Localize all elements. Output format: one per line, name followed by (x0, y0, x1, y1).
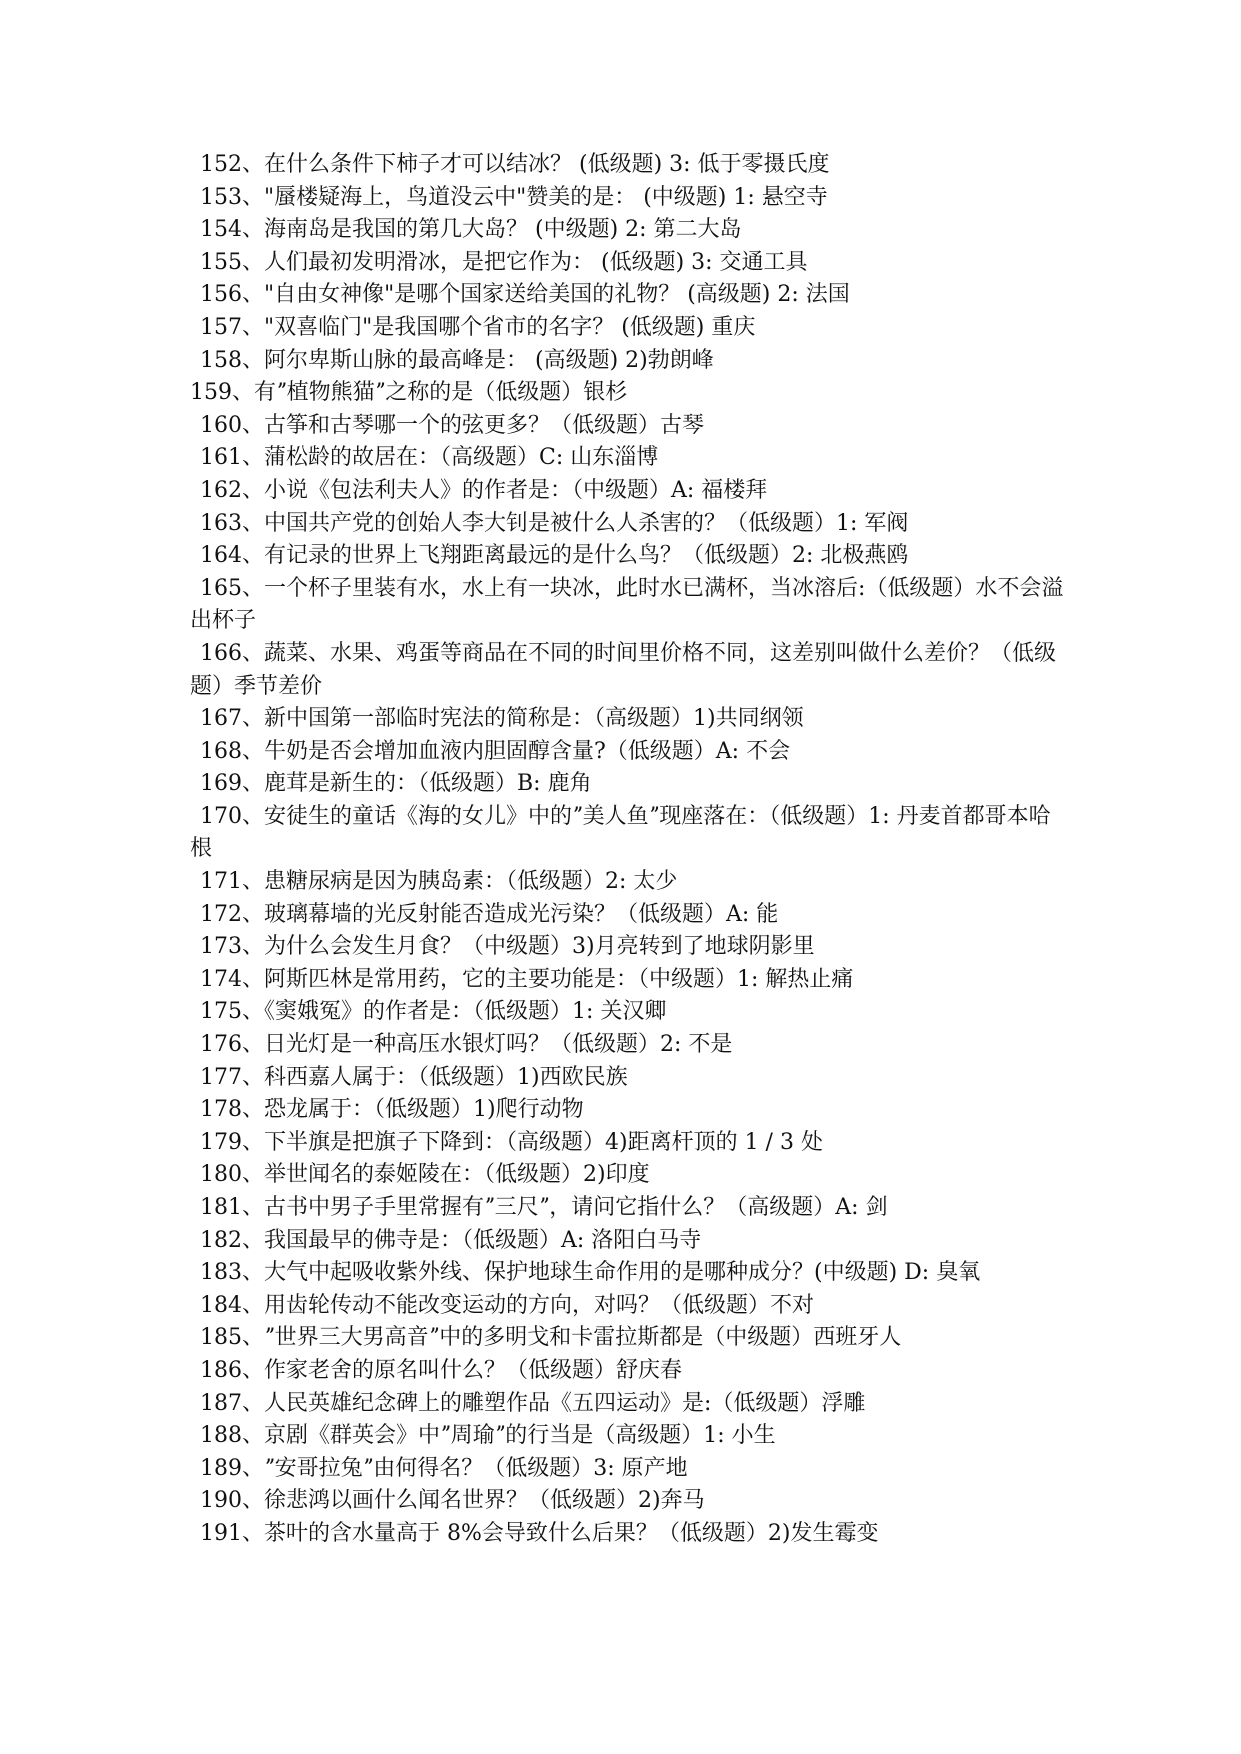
question-item: 172、玻璃幕墙的光反射能否造成光污染？（低级题）A: 能 (200, 901, 779, 927)
question-item: 155、人们最初发明滑冰，是把它作为： (低级题) 3: 交通工具 (200, 249, 808, 275)
question-item: 174、阿斯匹林是常用药，它的主要功能是：（中级题）1: 解热止痛 (200, 966, 854, 992)
question-item: 153、"蜃楼疑海上，鸟道没云中"赞美的是： (中级题) 1: 悬空寺 (200, 184, 828, 210)
question-item: 169、鹿茸是新生的：（低级题）B: 鹿角 (200, 771, 592, 797)
question-item: 183、大气中起吸收紫外线、保护地球生命作用的是哪种成分？(中级题) D: 臭氧 (200, 1260, 981, 1286)
question-item: 191、茶叶的含水量高于 8%会导致什么后果？（低级题）2)发生霉变 (200, 1520, 879, 1546)
question-item: 188、京剧《群英会》中ˮ周瑜ˮ的行当是（高级题）1: 小生 (200, 1423, 776, 1449)
question-item: 184、用齿轮传动不能改变运动的方向，对吗？（低级题）不对 (200, 1292, 814, 1318)
question-item: 163、中国共产党的创始人李大钊是被什么人杀害的？（低级题）1: 军阀 (200, 510, 909, 536)
question-item: 167、新中国第一部临时宪法的简称是：（高级题）1)共同纲领 (200, 706, 804, 732)
question-item: 156、"自由女神像"是哪个国家送给美国的礼物？ (高级题) 2: 法国 (200, 282, 850, 308)
question-item: 160、古筝和古琴哪一个的弦更多？（低级题）古琴 (200, 412, 704, 438)
question-item: 157、"双喜临门"是我国哪个省市的名字？ (低级题) 重庆 (200, 314, 756, 340)
question-item: 171、患糖尿病是因为胰岛素：（低级题）2: 太少 (200, 869, 678, 895)
question-item: 182、我国最早的佛寺是：（低级题）A: 洛阳白马寺 (200, 1227, 702, 1253)
question-item: 179、下半旗是把旗子下降到：（高级题）4)距离杆顶的 1 / 3 处 (200, 1129, 823, 1155)
question-item: 165、一个杯子里装有水，水上有一块冰，此时水已满杯，当冰溶后:（低级题）水不会溢出杯子 (190, 575, 1064, 634)
question-item: 170、安徒生的童话《海的女儿》中的ˮ美人鱼ˮ现座落在：（低级题）1: 丹麦首都哥本哈根 (190, 803, 1051, 862)
question-item: 186、作家老舍的原名叫什么？（低级题）舒庆春 (200, 1357, 682, 1383)
question-item: 159、有ˮ植物熊猫ˮ之称的是（低级题）银杉 (190, 380, 628, 406)
question-item: 190、徐悲鸿以画什么闻名世界？（低级题）2)奔马 (200, 1488, 705, 1514)
question-item: 162、小说《包法利夫人》的作者是：（中级题）A: 福楼拜 (200, 477, 768, 503)
question-item: 175、《窦娥冤》的作者是：（低级题）1: 关汉卿 (200, 999, 667, 1025)
question-item: 164、有记录的世界上飞翔距离最远的是什么鸟？（低级题）2: 北极燕鸥 (200, 543, 909, 569)
question-item: 152、在什么条件下柿子才可以结冰？ (低级题) 3: 低于零摄氏度 (200, 152, 830, 177)
question-item: 181、古书中男子手里常握有ˮ三尺ˮ，请问它指什么？（高级题）A: 剑 (200, 1195, 888, 1220)
question-item: 187、人民英雄纪念碑上的雕塑作品《五四运动》是:（低级题）浮雕 (200, 1390, 866, 1416)
question-item: 178、恐龙属于：（低级题）1)爬行动物 (200, 1097, 584, 1123)
question-item: 177、科西嘉人属于：（低级题）1)西欧民族 (200, 1064, 628, 1090)
question-item: 176、日光灯是一种高压水银灯吗？（低级题）2: 不是 (200, 1032, 733, 1058)
question-list (190, 149, 1070, 1551)
question-item: 166、蔬菜、水果、鸡蛋等商品在不同的时间里价格不同，这差别叫做什么差价？（低级题）季节差价 (190, 640, 1056, 699)
question-item: 173、为什么会发生月食？（中级题）3)月亮转到了地球阴影里 (200, 934, 815, 960)
question-item: 189、ˮ安哥拉兔ˮ由何得名？（低级题）3: 原产地 (200, 1455, 688, 1481)
question-item: 161、蒲松龄的故居在：（高级题）C: 山东淄博 (200, 445, 659, 471)
question-item: 185、ˮ世界三大男高音ˮ中的多明戈和卡雷拉斯都是（中级题）西班牙人 (200, 1325, 902, 1351)
question-item: 158、阿尔卑斯山脉的最高峰是： (高级题) 2)勃朗峰 (200, 347, 714, 373)
question-item: 154、海南岛是我国的第几大岛？ (中级题) 2: 第二大岛 (200, 217, 742, 243)
question-item: 168、牛奶是否会增加血液内胆固醇含量?（低级题）A: 不会 (200, 738, 791, 764)
question-item: 180、举世闻名的泰姬陵在：（低级题）2)印度 (200, 1162, 650, 1188)
